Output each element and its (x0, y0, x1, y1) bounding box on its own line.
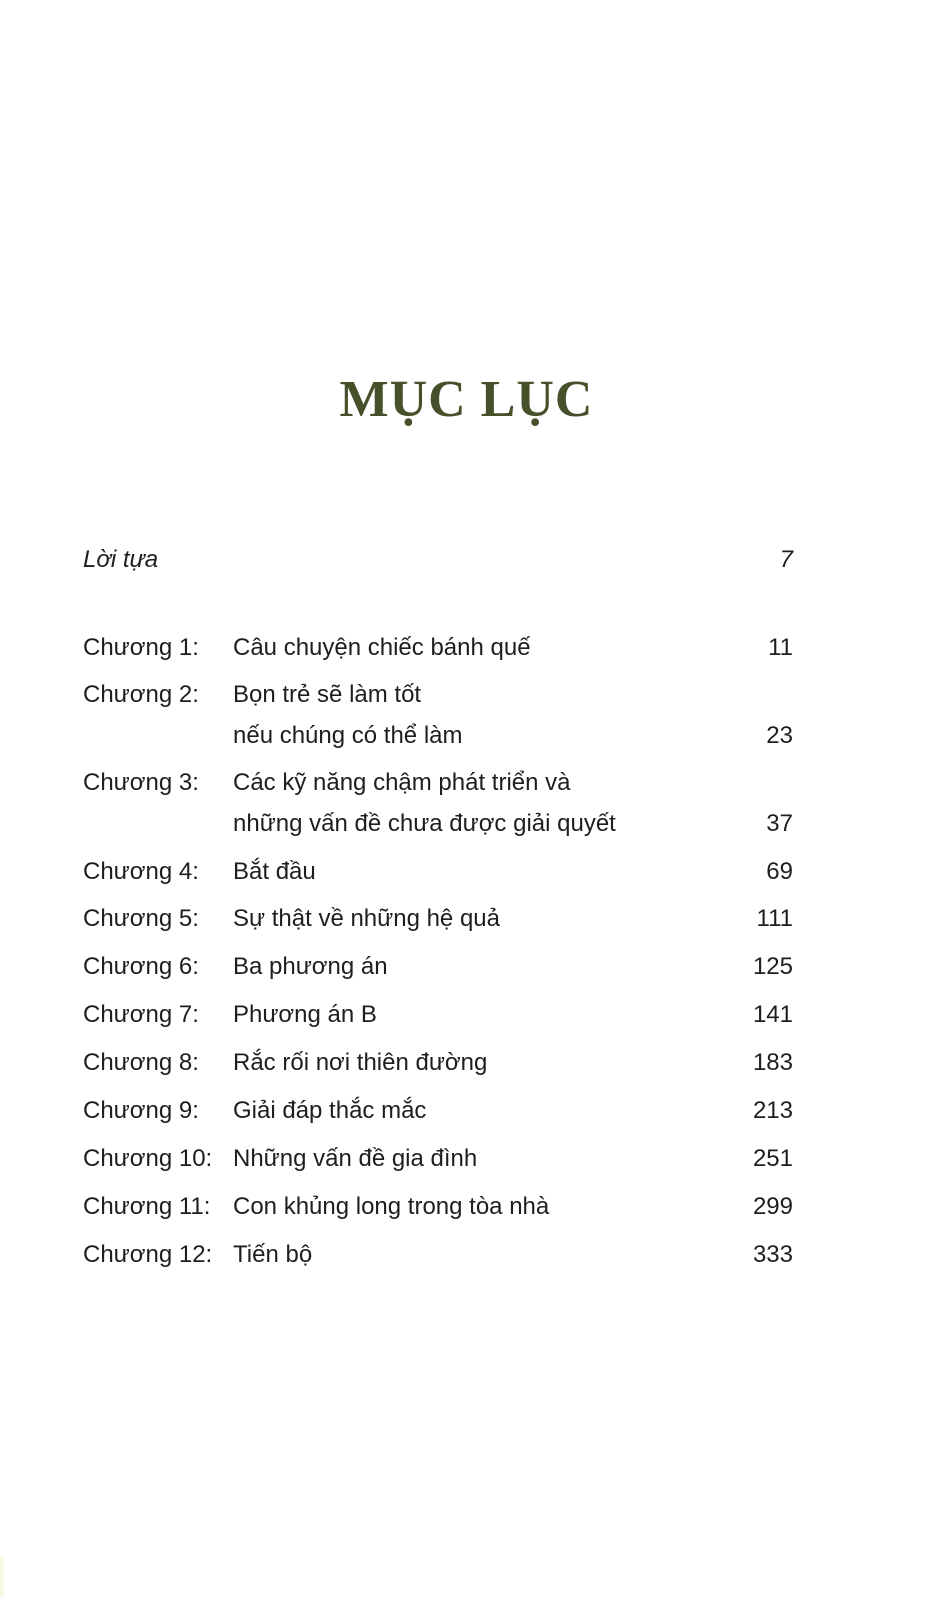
chapter-title-line-2: nếu chúng có thể làm (233, 722, 463, 749)
toc-entry-chapter-1[interactable] (83, 633, 793, 663)
page-number: 141 (752, 1001, 793, 1028)
toc-entry-chapter-5[interactable] (83, 904, 793, 934)
toc-entry-chapter-4[interactable] (83, 857, 793, 887)
toc-entry-chapter-12[interactable] (83, 1240, 793, 1270)
chapter-label: Chương 2: (83, 681, 199, 708)
page-number: 333 (752, 1241, 793, 1268)
chapter-title: Các kỹ năng chậm phát triển và (233, 769, 571, 796)
page-title: MỤC LỤC (339, 370, 594, 428)
toc-entry-chapter-11[interactable] (83, 1192, 793, 1222)
chapter-title: Phương án B (233, 1001, 377, 1028)
chapter-label: Chương 6: (83, 953, 199, 980)
chapter-label: Chương 1: (83, 634, 199, 661)
toc-entry-chapter-7[interactable] (83, 1000, 793, 1030)
toc-entry-chapter-2[interactable] (83, 680, 793, 710)
chapter-title: Câu chuyện chiếc bánh quế (233, 634, 531, 661)
chapter-label: Chương 7: (83, 1001, 199, 1028)
chapter-label: Chương 11: (83, 1193, 211, 1220)
chapter-label: Chương 12: (83, 1241, 213, 1268)
chapter-title-line-2: những vấn đề chưa được giải quyết (233, 810, 616, 837)
preface-label: Lời tựa (83, 546, 159, 573)
chapter-label: Chương 4: (83, 858, 199, 885)
page-number: 183 (752, 1049, 793, 1076)
toc-entry-chapter-8[interactable] (83, 1048, 793, 1078)
chapter-label: Chương 5: (83, 905, 199, 932)
chapter-label: Chương 3: (83, 769, 199, 796)
page-number: 7 (779, 546, 793, 573)
page-number: 23 (766, 722, 793, 749)
chapter-label: Chương 8: (83, 1049, 199, 1076)
toc-entry-chapter-6[interactable] (83, 952, 793, 982)
scan-edge-tint (0, 1557, 6, 1597)
page-number: 11 (768, 634, 793, 661)
toc-entry-chapter-3-continued[interactable] (83, 809, 793, 839)
toc-entry-chapter-9[interactable] (83, 1096, 793, 1126)
page-number: 213 (752, 1097, 793, 1124)
page-number: 69 (766, 858, 793, 885)
chapter-title: Tiến bộ (233, 1241, 313, 1268)
toc-entry-chapter-10[interactable] (83, 1144, 793, 1174)
chapter-title: Giải đáp thắc mắc (233, 1097, 427, 1124)
chapter-title: Những vấn đề gia đình (233, 1145, 478, 1172)
page-number: 125 (752, 953, 793, 980)
toc-entry-chapter-2-continued[interactable] (83, 721, 793, 751)
chapter-label: Chương 10: (83, 1145, 213, 1172)
chapter-label: Chương 9: (83, 1097, 199, 1124)
chapter-title: Ba phương án (233, 953, 388, 980)
chapter-title: Con khủng long trong tòa nhà (233, 1193, 550, 1220)
toc-entry-preface[interactable] (83, 545, 793, 575)
page-number: 111 (756, 905, 793, 932)
chapter-title: Sự thật về những hệ quả (233, 905, 500, 932)
chapter-title: Bọn trẻ sẽ làm tốt (233, 681, 422, 708)
page-number: 251 (752, 1145, 793, 1172)
chapter-title: Rắc rối nơi thiên đường (233, 1049, 488, 1076)
toc-entry-chapter-3[interactable] (83, 768, 793, 798)
page-number: 299 (752, 1193, 793, 1220)
chapter-title: Bắt đầu (233, 858, 316, 885)
page-number: 37 (766, 810, 793, 837)
